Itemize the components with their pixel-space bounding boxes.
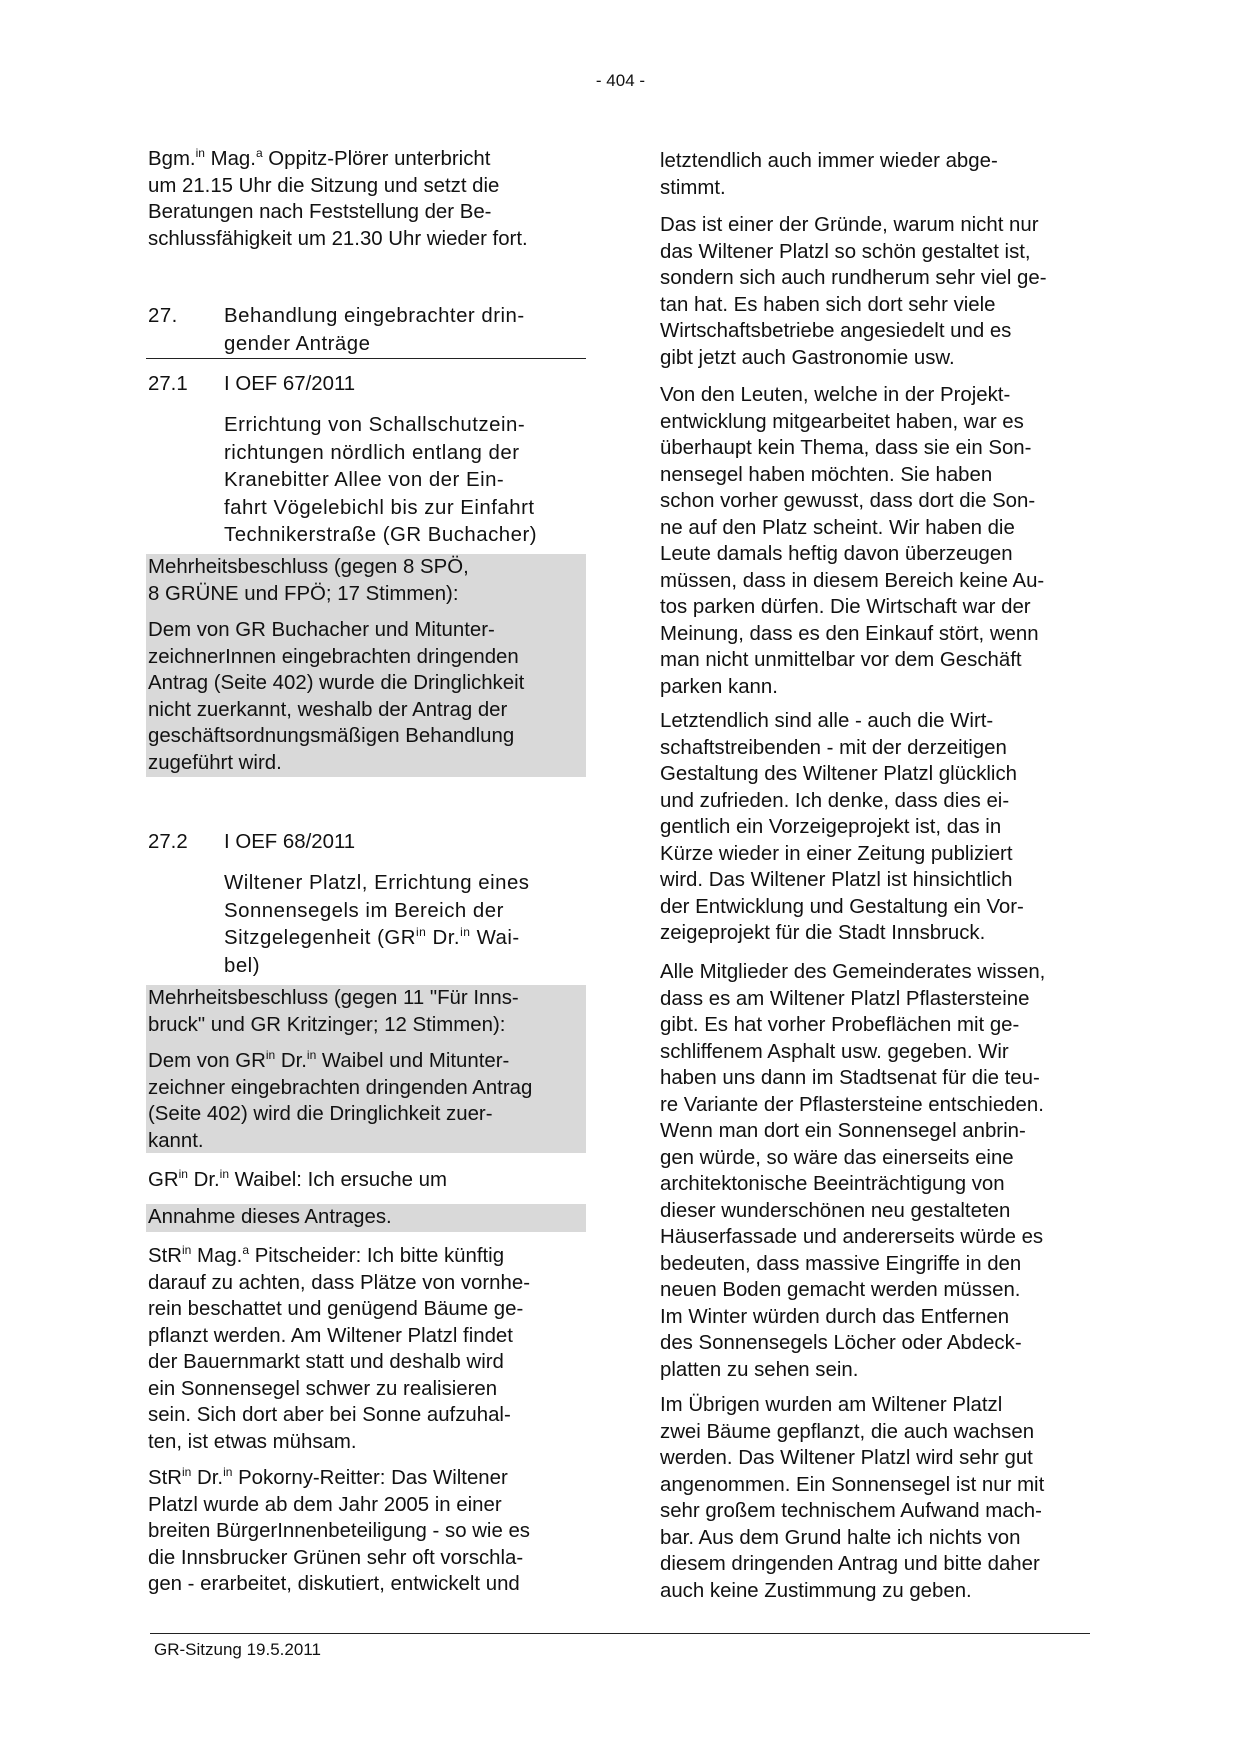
text-line: und zufrieden. Ich denke, dass dies ei- bbox=[660, 789, 1010, 812]
text-line: re Variante der Pflastersteine entschieden. bbox=[660, 1093, 1044, 1116]
text-line: schon vorher gewusst, dass dort die Son- bbox=[660, 490, 1036, 512]
text-line: fahrt Vögelebichl bis zur Einfahrt bbox=[224, 496, 535, 519]
decision-text bbox=[148, 617, 524, 776]
text-line: neuen Boden gemacht werden müssen. bbox=[660, 1279, 1021, 1301]
text-line: Wenn man dort ein Sonnensegel anbrin- bbox=[660, 1120, 1026, 1142]
text-line: Kürze wieder in einer Zeitung publiziert bbox=[660, 842, 1013, 865]
text-line: die Innsbrucker Grünen sehr oft vorschla- bbox=[148, 1546, 524, 1569]
text-line: darauf zu achten, dass Plätze von vornhe- bbox=[148, 1271, 530, 1294]
text-line: schliffenem Asphalt usw. gegeben. Wir bbox=[660, 1040, 1009, 1063]
item-27-2-title bbox=[224, 870, 529, 980]
paragraph-5 bbox=[660, 959, 1105, 1383]
text-line: nicht zuerkannt, weshalb der Antrag der bbox=[148, 698, 508, 721]
text-line: Das ist einer der Gründe, warum nicht nur bbox=[660, 214, 1039, 236]
speech-waibel-highlight: Annahme dieses Antrages. bbox=[146, 1204, 586, 1232]
text-line: Kranebitter Allee von der Ein- bbox=[224, 469, 505, 491]
decision-result bbox=[148, 554, 469, 607]
text-line: Bgm.$^{in}$ Mag.$^a$ Oppitz-Plörer unterbricht bbox=[148, 146, 491, 170]
text-line: sehr großem technischem Aufwand mach- bbox=[660, 1500, 1042, 1522]
text-line: zeigeprojekt für die Stadt Innsbruck. bbox=[660, 922, 986, 944]
text-line: gibt jetzt auch Gastronomie usw. bbox=[660, 346, 955, 369]
text-line: gentlich ein Vorzeigeprojekt ist, das in bbox=[660, 816, 1002, 838]
text-line: der Bauernmarkt statt und deshalb wird bbox=[148, 1351, 504, 1373]
item-27-1-header bbox=[148, 371, 590, 401]
text-line: letztendlich auch immer wieder abge- bbox=[660, 150, 998, 172]
text-line: ne auf den Platz scheint. Wir haben die bbox=[660, 516, 1015, 539]
item-number: 27.1 bbox=[148, 373, 188, 395]
text-line: Wiltener Platzl, Errichtung eines bbox=[224, 872, 530, 894]
text-line: Platzl wurde ab dem Jahr 2005 in einer bbox=[148, 1493, 502, 1516]
text-line: sondern sich auch rundherum sehr viel ge- bbox=[660, 267, 1047, 289]
text-line: bedeuten, dass massive Eingriffe in den bbox=[660, 1252, 1022, 1275]
text-line: sein. Sich dort aber bei Sonne aufzuhal- bbox=[148, 1404, 511, 1426]
text-line: breiten BürgerInnenbeteiligung - so wie es bbox=[148, 1520, 530, 1542]
text-line: müssen, dass in diesem Bereich keine Au- bbox=[660, 569, 1045, 592]
text-line: Sonnensegels im Bereich der bbox=[224, 899, 504, 922]
text-line: zugeführt wird. bbox=[148, 751, 282, 774]
footer-rule bbox=[150, 1633, 1090, 1634]
text-line: Antrag (Seite 402) wurde die Dringlichkeit bbox=[148, 672, 525, 694]
text-line: um 21.15 Uhr die Sitzung und setzt die bbox=[148, 174, 500, 197]
text-line: Gestaltung des Wiltener Platzl glücklich bbox=[660, 763, 1017, 785]
text-line: Im Winter würden durch das Entfernen bbox=[660, 1305, 1010, 1328]
text-line: Mehrheitsbeschluss (gegen 8 SPÖ, bbox=[148, 556, 469, 578]
item-27-1-title bbox=[224, 412, 537, 550]
text-line: ein Sonnensegel schwer zu realisieren bbox=[148, 1377, 498, 1400]
item-number: 27.2 bbox=[148, 831, 188, 853]
text-line: zeichner eingebrachten dringenden Antrag bbox=[148, 1076, 533, 1099]
text-line: auch keine Zustimmung zu geben. bbox=[660, 1579, 972, 1602]
text-line: StR$^{in}$ Mag.$^a$ Pitscheider: Ich bitte künftig bbox=[148, 1243, 505, 1267]
text-line: zeichnerInnen eingebrachten dringenden bbox=[148, 645, 519, 668]
text-line: (Seite 402) wird die Dringlichkeit zuer- bbox=[148, 1103, 493, 1125]
decision-box-27-2 bbox=[146, 985, 586, 1153]
footer-text: GR-Sitzung 19.5.2011 bbox=[154, 1640, 321, 1659]
decision-result bbox=[148, 985, 519, 1038]
item-code: I OEF 67/2011 bbox=[224, 373, 356, 395]
speech-pokorny-reitter bbox=[148, 1465, 590, 1598]
text-line: geschäftsordnungsmäßigen Behandlung bbox=[148, 725, 515, 747]
text-line: überhaupt kein Thema, dass sie ein Son- bbox=[660, 437, 1032, 459]
text-line: Alle Mitglieder des Gemeinderates wissen, bbox=[660, 961, 1046, 983]
text-line: bel) bbox=[224, 954, 261, 977]
text-line: stimmt. bbox=[660, 176, 726, 199]
text-line: architektonische Beeinträchtigung von bbox=[660, 1173, 1005, 1195]
speech-pitscheider bbox=[148, 1243, 590, 1455]
text-line: richtungen nördlich entlang der bbox=[224, 441, 520, 464]
text-line: bruck" und GR Kritzinger; 12 Stimmen): bbox=[148, 1013, 506, 1036]
text-line: Technikerstraße (GR Buchacher) bbox=[224, 524, 538, 546]
decision-box-27-1 bbox=[146, 554, 586, 777]
text-line: das Wiltener Platzl so schön gestaltet ist, bbox=[660, 240, 1031, 263]
text-line: Leute damals heftig davon überzeugen bbox=[660, 543, 1013, 565]
text-line: Sitzgelegenheit ($GR^{in}$ Dr.$^{in}$ Wai- bbox=[224, 925, 520, 949]
text-line: haben uns dann im Stadtsenat für die teu- bbox=[660, 1067, 1040, 1089]
item-27-2-header bbox=[148, 829, 590, 859]
text-line: gender Anträge bbox=[224, 332, 371, 355]
section-number: 27. bbox=[148, 305, 178, 327]
text-line: Dem von $GR^{in}$ Dr.$^{in}$ Waibel und Mitunter- bbox=[148, 1048, 510, 1072]
text-line: der Entwicklung und Gestaltung ein Vor- bbox=[660, 895, 1024, 918]
text-line: schaftstreibenden - mit der derzeitigen bbox=[660, 736, 1007, 759]
section-divider bbox=[146, 358, 586, 359]
text-line: bar. Aus dem Grund halte ich nichts von bbox=[660, 1526, 1021, 1549]
paragraph-4 bbox=[660, 708, 1105, 947]
text-line: Wirtschaftsbetriebe angesiedelt und es bbox=[660, 320, 1012, 342]
paragraph-3 bbox=[660, 382, 1105, 700]
text-line: parken kann. bbox=[660, 675, 778, 698]
text-line: gen würde, so wäre das einerseits eine bbox=[660, 1146, 1014, 1169]
text-line: tos parken dürfen. Die Wirtschaft war der bbox=[660, 596, 1031, 618]
paragraph-2 bbox=[660, 212, 1105, 371]
text-line: rein beschattet und genügend Bäume ge- bbox=[148, 1298, 524, 1320]
text-line: Mehrheitsbeschluss (gegen 11 "Für Inns- bbox=[148, 987, 519, 1009]
text-line: Behandlung eingebrachter drin- bbox=[224, 305, 525, 327]
decision-text bbox=[148, 1048, 532, 1154]
text-line: Dem von GR Buchacher und Mitunter- bbox=[148, 619, 495, 641]
text-line: nensegel haben möchten. Sie haben bbox=[660, 463, 993, 486]
section-title bbox=[224, 303, 525, 358]
text-line: werden. Das Wiltener Platzl wird sehr gut bbox=[660, 1447, 1033, 1469]
speech-waibel: $GR^{in}$ Dr.$^{in}$ Waibel: Ich ersuche um bbox=[148, 1167, 447, 1191]
text-line: pflanzt werden. Am Wiltener Platzl findet bbox=[148, 1324, 513, 1347]
intro-paragraph bbox=[148, 146, 590, 252]
text-line: platten zu sehen sein. bbox=[660, 1358, 859, 1381]
text-line: Meinung, dass es den Einkauf stört, wenn bbox=[660, 622, 1039, 645]
text-line: StR$^{in}$ Dr.$^{in}$ Pokorny-Reitter: Das Wiltener bbox=[148, 1465, 508, 1489]
page-number: - 404 - bbox=[595, 71, 646, 90]
text-line: Im Übrigen wurden am Wiltener Platzl bbox=[660, 1394, 1003, 1416]
text-line: entwicklung mitgearbeitet haben, war es bbox=[660, 410, 1024, 433]
text-line: zwei Bäume gepflanzt, die auch wachsen bbox=[660, 1420, 1035, 1443]
text-line: ten, ist etwas mühsam. bbox=[148, 1430, 357, 1453]
text-line: Errichtung von Schallschutzein- bbox=[224, 414, 526, 436]
text-line: gen - erarbeitet, diskutiert, entwickelt und bbox=[148, 1573, 520, 1595]
text-line: angenommen. Ein Sonnensegel ist nur mit bbox=[660, 1473, 1045, 1496]
paragraph-6 bbox=[660, 1392, 1105, 1604]
text-line: tan hat. Es haben sich dort sehr viele bbox=[660, 293, 996, 316]
text-line: Von den Leuten, welche in der Projekt- bbox=[660, 384, 1011, 406]
text-line: dieser wunderschönen neu gestalteten bbox=[660, 1199, 1011, 1222]
item-code: I OEF 68/2011 bbox=[224, 831, 356, 853]
paragraph-1 bbox=[660, 148, 1105, 201]
text-line: man nicht unmittelbar vor dem Geschäft bbox=[660, 649, 1022, 671]
text-line: diesem dringenden Antrag und bitte daher bbox=[660, 1553, 1040, 1575]
text-line: 8 GRÜNE und FPÖ; 17 Stimmen): bbox=[148, 582, 459, 605]
text-line: wird. Das Wiltener Platzl ist hinsichtlich bbox=[660, 869, 1013, 891]
text-line: gibt. Es hat vorher Probeflächen mit ge- bbox=[660, 1014, 1020, 1036]
text-line: Häuserfassade und andererseits würde es bbox=[660, 1226, 1044, 1248]
text-line: Letztendlich sind alle - auch die Wirt- bbox=[660, 710, 994, 732]
text-line: dass es am Wiltener Platzl Pflastersteine bbox=[660, 987, 1030, 1010]
text-line: des Sonnensegels Löcher oder Abdeck- bbox=[660, 1332, 1022, 1354]
text-line: kannt. bbox=[148, 1129, 204, 1152]
text-line: Beratungen nach Feststellung der Be- bbox=[148, 201, 492, 223]
text-line: schlussfähigkeit um 21.30 Uhr wieder fort. bbox=[148, 227, 528, 250]
section-heading bbox=[148, 303, 590, 363]
